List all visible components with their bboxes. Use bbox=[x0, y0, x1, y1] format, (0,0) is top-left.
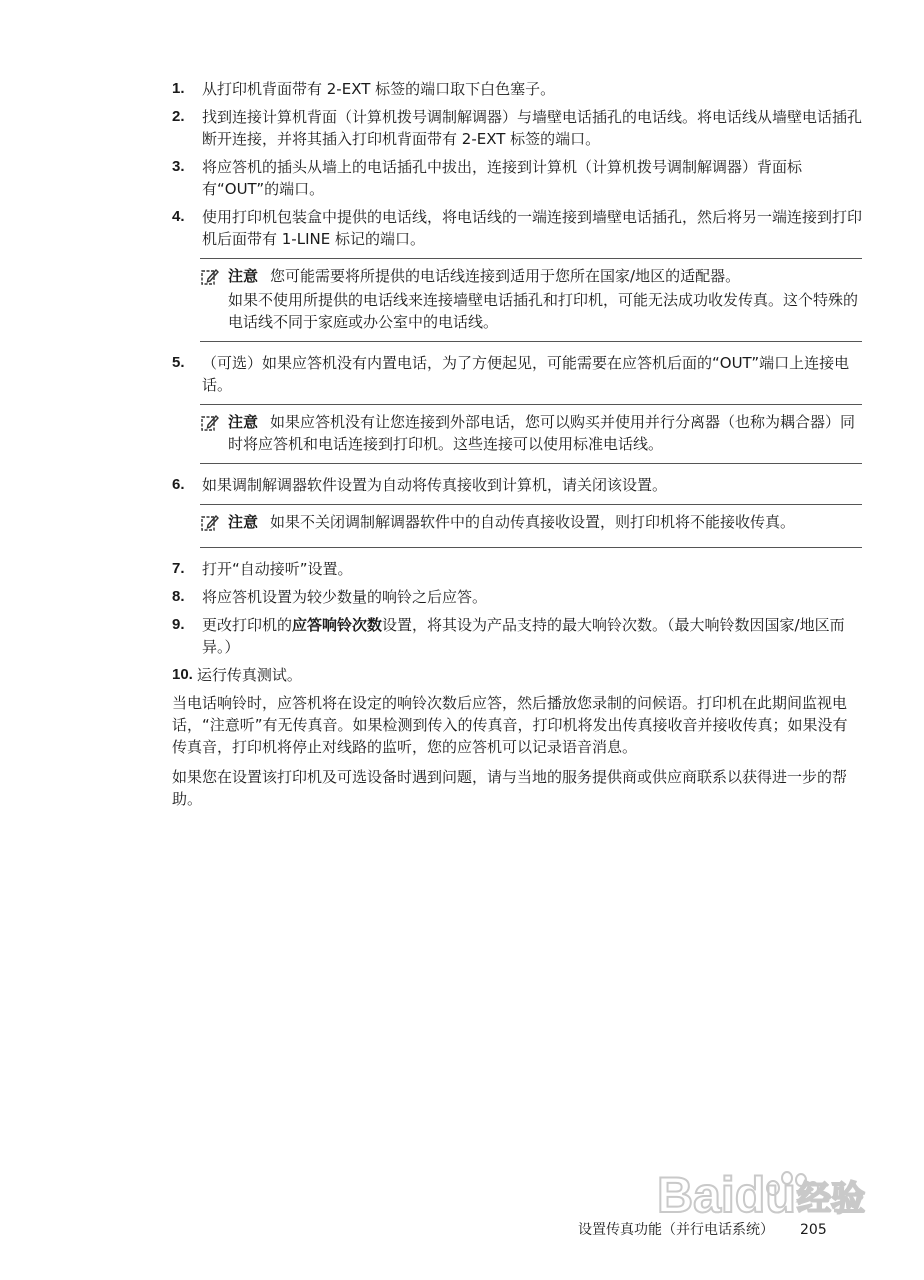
page-number: 205 bbox=[800, 1222, 827, 1238]
step-2 bbox=[172, 106, 862, 150]
step-text: 使用打印机包装盒中提供的电话线，将电话线的一端连接到墙壁电话插孔，然后将另一端连接到打印机后面带有 1-LINE 标记的端口。 bbox=[202, 208, 863, 248]
step-number: 8. bbox=[172, 588, 185, 605]
step-number: 9. bbox=[172, 616, 185, 633]
note-pencil-icon bbox=[200, 267, 220, 287]
step-text: 更改打印机的应答响铃次数设置，将其设为产品支持的最大响铃次数。（最大响铃数因国家/地区而异。） bbox=[202, 616, 845, 656]
watermark-text: Baidu bbox=[657, 1167, 796, 1223]
note-label: 注意 bbox=[228, 413, 259, 431]
watermark-cn-text: 经验 bbox=[797, 1179, 865, 1219]
step-text: 如果调制解调器软件设置为自动将传真接收到计算机，请关闭该设置。 bbox=[202, 476, 668, 494]
step-7 bbox=[172, 558, 862, 580]
note-label: 注意 bbox=[228, 513, 259, 531]
step-text: 将应答机设置为较少数量的响铃之后应答。 bbox=[202, 588, 488, 606]
step-text: 从打印机背面带有 2-EXT 标签的端口取下白色塞子。 bbox=[202, 80, 556, 98]
step-number: 4. bbox=[172, 208, 185, 225]
step-3 bbox=[172, 156, 862, 200]
note-text: 如果应答机没有让您连接到外部电话，您可以购买并使用并行分离器（也称为耦合器）同时将应答机和电话连接到打印机。这些连接可以使用标准电话线。 bbox=[228, 413, 856, 453]
step-text: 找到连接计算机背面（计算机拨号调制解调器）与墙壁电话插孔的电话线。将电话线从墙壁电话插孔断开连接，并将其插入打印机背面带有 2-EXT 标签的端口。 bbox=[202, 108, 863, 148]
note-pencil-icon bbox=[200, 513, 220, 533]
note-label: 注意 bbox=[228, 267, 259, 285]
step-number: 6. bbox=[172, 476, 185, 493]
step-1 bbox=[172, 78, 862, 100]
body-paragraph: 如果您在设置该打印机及可选设备时遇到问题，请与当地的服务提供商或供应商联系以获得进一步的帮助。 bbox=[172, 768, 848, 808]
step-number: 10. bbox=[172, 666, 193, 683]
note-box bbox=[200, 404, 862, 464]
note-text: 您可能需要将所提供的电话线连接到适用于您所在国家/地区的适配器。 bbox=[270, 267, 741, 285]
footer-section-title: 设置传真功能（并行电话系统） bbox=[578, 1222, 774, 1238]
body-paragraph: 当电话响铃时，应答机将在设定的响铃次数后应答，然后播放您录制的问候语。打印机在此期间监视电话，“注意听”有无传真音。如果检测到传入的传真音，打印机将发出传真接收音并接收传真；如果没有传真音，打印机将停止对线路的监听，您的应答机可以记录语音消息。 bbox=[172, 694, 848, 756]
step-10 bbox=[172, 664, 862, 686]
step-6 bbox=[172, 474, 862, 496]
step-number: 2. bbox=[172, 108, 185, 125]
setting-name: 应答响铃次数 bbox=[292, 616, 383, 634]
step-number: 3. bbox=[172, 158, 185, 175]
step-4 bbox=[172, 206, 862, 250]
step-text: 将应答机的插头从墙上的电话插孔中拔出，连接到计算机（计算机拨号调制解调器）背面标有“OUT”的端口。 bbox=[202, 158, 803, 198]
note-text-2: 如果不使用所提供的电话线来连接墙壁电话插孔和打印机，可能无法成功收发传真。这个特殊的电话线不同于家庭或办公室中的电话线。 bbox=[228, 291, 859, 331]
step-number: 7. bbox=[172, 560, 185, 577]
step-text: 运行传真测试。 bbox=[196, 666, 302, 684]
step-text: 打开“自动接听”设置。 bbox=[202, 560, 353, 578]
step-number: 1. bbox=[172, 80, 185, 97]
step-text: （可选）如果应答机没有内置电话，为了方便起见，可能需要在应答机后面的“OUT”端口上连接电话。 bbox=[202, 354, 850, 394]
step-8 bbox=[172, 586, 862, 608]
note-box bbox=[200, 504, 862, 548]
step-5 bbox=[172, 352, 862, 396]
step-number: 5. bbox=[172, 354, 185, 371]
note-pencil-icon bbox=[200, 413, 220, 433]
note-text: 如果不关闭调制解调器软件中的自动传真接收设置，则打印机将不能接收传真。 bbox=[270, 513, 796, 531]
note-box bbox=[200, 258, 862, 342]
step-9 bbox=[172, 614, 862, 658]
content-body bbox=[172, 78, 862, 818]
page-footer bbox=[578, 1219, 827, 1239]
baidu-jingyan-watermark bbox=[655, 1150, 870, 1230]
